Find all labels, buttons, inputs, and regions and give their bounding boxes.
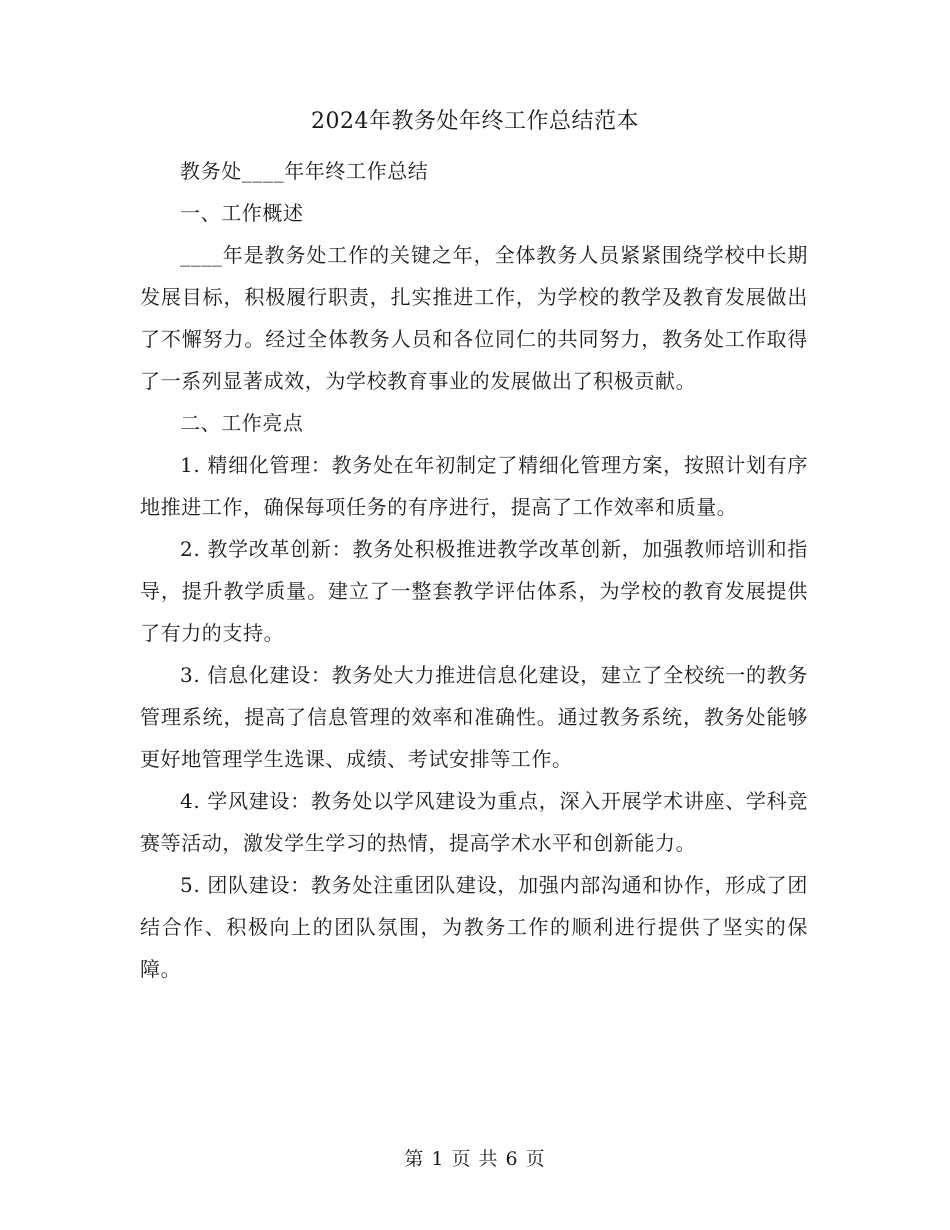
paragraph-overview: ____年是教务处工作的关键之年，全体教务人员紧紧围绕学校中长期发展目标，积极履行职责，扎实推进工作，为学校的教学及教育发展做出了不懈努力。经过全体教务人员和各位同仁的共同努力，教务处工作取得了一系列显著成效，为学校教育事业的发展做出了积极贡献。 xyxy=(140,243,808,393)
page-footer: 第 1 页 共 6 页 xyxy=(404,1148,546,1170)
section-heading-highlights: 二、工作亮点 xyxy=(180,411,304,435)
paragraph-highlight-2: 2. 教学改革创新：教务处积极推进教学改革创新，加强教师培训和指导，提升教学质量。建立了一整套教学评估体系，为学校的教育发展提供了有力的支持。 xyxy=(140,537,808,645)
paragraph-highlight-5: 5. 团队建设：教务处注重团队建设，加强内部沟通和协作，形成了团结合作、积极向上的团队氛围，为教务工作的顺利进行提供了坚实的保障。 xyxy=(140,873,808,981)
document-body xyxy=(140,150,808,990)
document-title: 2024年教务处年终工作总结范本 xyxy=(311,109,639,134)
paragraph-highlight-1: 1. 精细化管理：教务处在年初制定了精细化管理方案，按照计划有序地推进工作，确保每项任务的有序进行，提高了工作效率和质量。 xyxy=(140,453,808,519)
paragraph-subtitle: 教务处____年年终工作总结 xyxy=(180,159,429,183)
section-heading-overview: 一、工作概述 xyxy=(180,201,304,225)
paragraph-highlight-3: 3. 信息化建设：教务处大力推进信息化建设，建立了全校统一的教务管理系统，提高了信息管理的效率和准确性。通过教务系统，教务处能够更好地管理学生选课、成绩、考试安排等工作。 xyxy=(140,663,808,771)
paragraph-highlight-4: 4. 学风建设：教务处以学风建设为重点，深入开展学术讲座、学科竞赛等活动，激发学生学习的热情，提高学术水平和创新能力。 xyxy=(140,789,808,855)
